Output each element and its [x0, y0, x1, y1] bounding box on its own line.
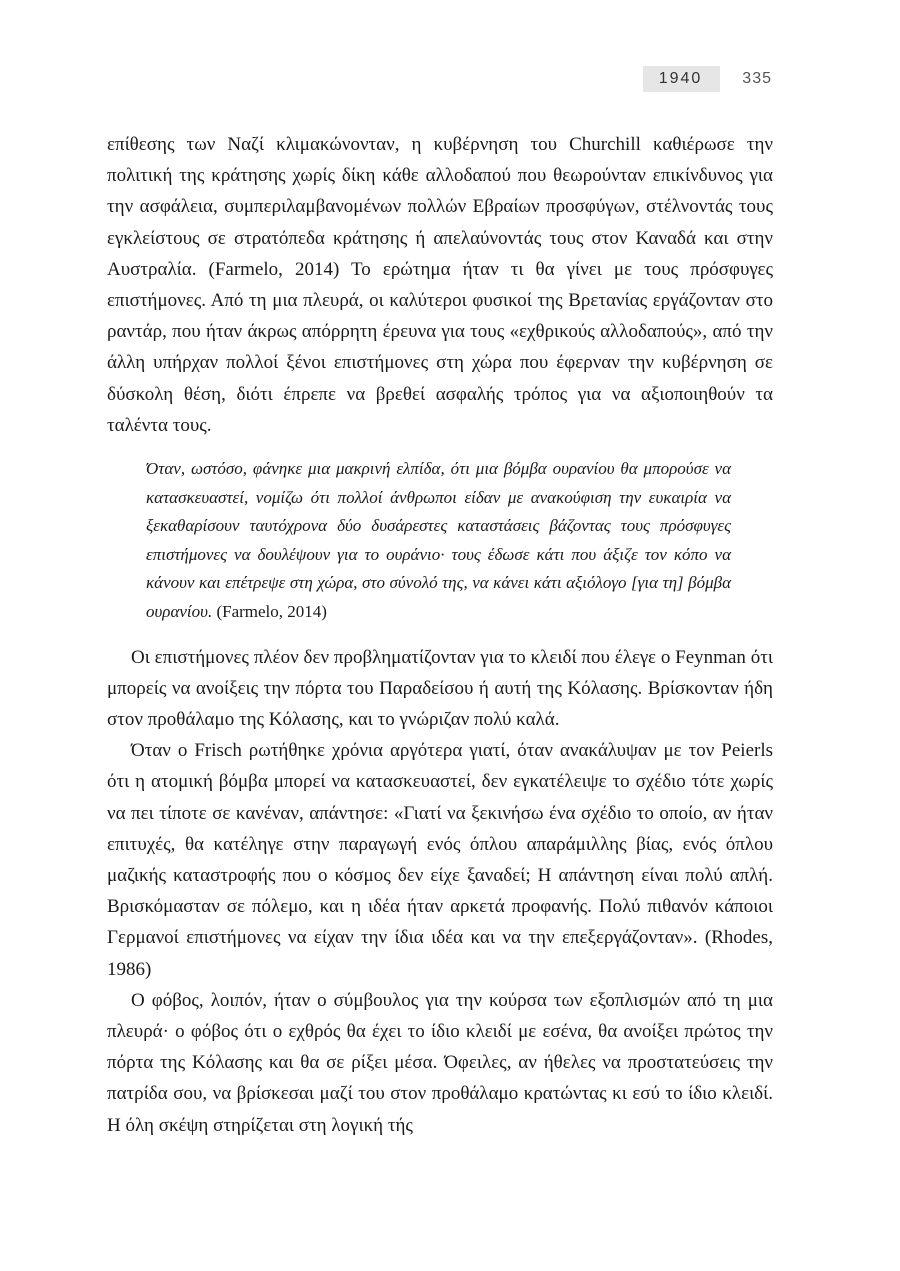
quote-text: Όταν, ωστόσο, φάνηκε μια μακρινή ελπίδα, ότι μια βόμβα ουρανίου θα μπορούσε να κατασκευαστεί, νομίζω ότι πολλοί άνθρωποι είδαν με ανακούφιση την ευκαιρία να ξεκαθαρίσουν ταυτόχρονα δύο δυσάρεστες καταστάσεις βάζοντας τους πρόσφυγες επιστήμονες να δουλέψουν για το ουράνιο· τους έδωσε κάτι που άξιζε τον κόπο να κάνουν και επέτρεψε στη χώρα, στο σύνολό της, να κάνει κάτι αξιόλογο [για τη] βόμβα ουρανίου. [146, 459, 731, 621]
page-body [107, 129, 773, 1141]
paragraph-4: Ο φόβος, λοιπόν, ήταν ο σύμβουλος για την κούρσα των εξοπλισμών από τη μια πλευρά· ο φόβος ότι ο εχθρός θα έχει το ίδιο κλειδί με εσένα, θα ανοίξει πρώτος την πόρτα της Κόλασης και θα σε ρίξει μέσα. Όφειλες, αν ήθελες να προστατεύσεις την πατρίδα σου, να βρίσκεσαι μαζί του στον προθάλαμο κρατώντας κι εσύ το ίδιο κλειδί. Η όλη σκέψη στηρίζεται στη λογική τής [107, 989, 773, 1136]
section-tab: 1940 [643, 66, 721, 92]
page-number: 335 [742, 70, 772, 87]
paragraph-1: επίθεσης των Ναζί κλιμακώνονταν, η κυβέρνηση του Churchill καθιέρωσε την πολιτική της κράτησης χωρίς δίκη κάθε αλλοδαπού που θεωρούνταν επικίνδυνος για την ασφάλεια, συμπεριλαμβανομένων πολλών Εβραίων προσφύγων, στέλνοντάς τους εγκλείστους σε στρατόπεδα κράτησης ή απελαύνοντάς τους στον Καναδά και στην Αυστραλία. (Farmelo, 2014) Το ερώτημα ήταν τι θα γίνει με τους πρόσφυγες επιστήμονες. Από τη μια πλευρά, οι καλύτεροι φυσικοί της Βρετανίας εργάζονταν στο ραντάρ, που ήταν άκρως απόρρητη έρευνα για τους «εχθρικούς αλλοδαπούς», από την άλλη υπήρχαν πολλοί ξένοι επιστήμονες στη χώρα που έφερναν την κυβέρνηση σε δύσκολη θέση, διότι έπρεπε να βρεθεί ασφαλής τρόπος για να αξιοποιηθούν τα ταλέντα τους. [107, 134, 773, 436]
paragraph-3: Όταν ο Frisch ρωτήθηκε χρόνια αργότερα γιατί, όταν ανακάλυψαν με τον Peierls ότι η ατομική βόμβα μπορεί να κατασκευαστεί, δεν εγκατέλειψε το σχέδιο τότε χωρίς να πει τίποτε σε κανέναν, απάντησε: «Γιατί να ξεκινήσω ένα σχέδιο το οποίο, αν ήταν επιτυχές, θα κατέληγε στην παραγωγή ενός όπλου απαράμιλλης βίας, ενός όπλου μαζικής καταστροφής που ο κόσμος δεν είχε ξαναδεί; Η απάντηση είναι πολύ απλή. Βρισκόμασταν σε πόλεμο, και η ιδέα ήταν αρκετά προφανής. Πολύ πιθανόν κάποιοι Γερμανοί επιστήμονες να είχαν την ίδια ιδέα και να την επεξεργάζονταν». (Rhodes, 1986) [107, 740, 773, 980]
running-header [643, 66, 772, 92]
paragraph-2: Οι επιστήμονες πλέον δεν προβληματίζονταν για το κλειδί που έλεγε ο Feynman ότι μπορείς να ανοίξεις την πόρτα του Παραδείσου ή αυτή της Κόλασης. Βρίσκονταν ήδη στον προθάλαμο της Κόλασης, και το γνώριζαν πολύ καλά. [107, 646, 773, 730]
quote-citation: (Farmelo, 2014) [216, 602, 327, 621]
block-quote [146, 455, 731, 627]
